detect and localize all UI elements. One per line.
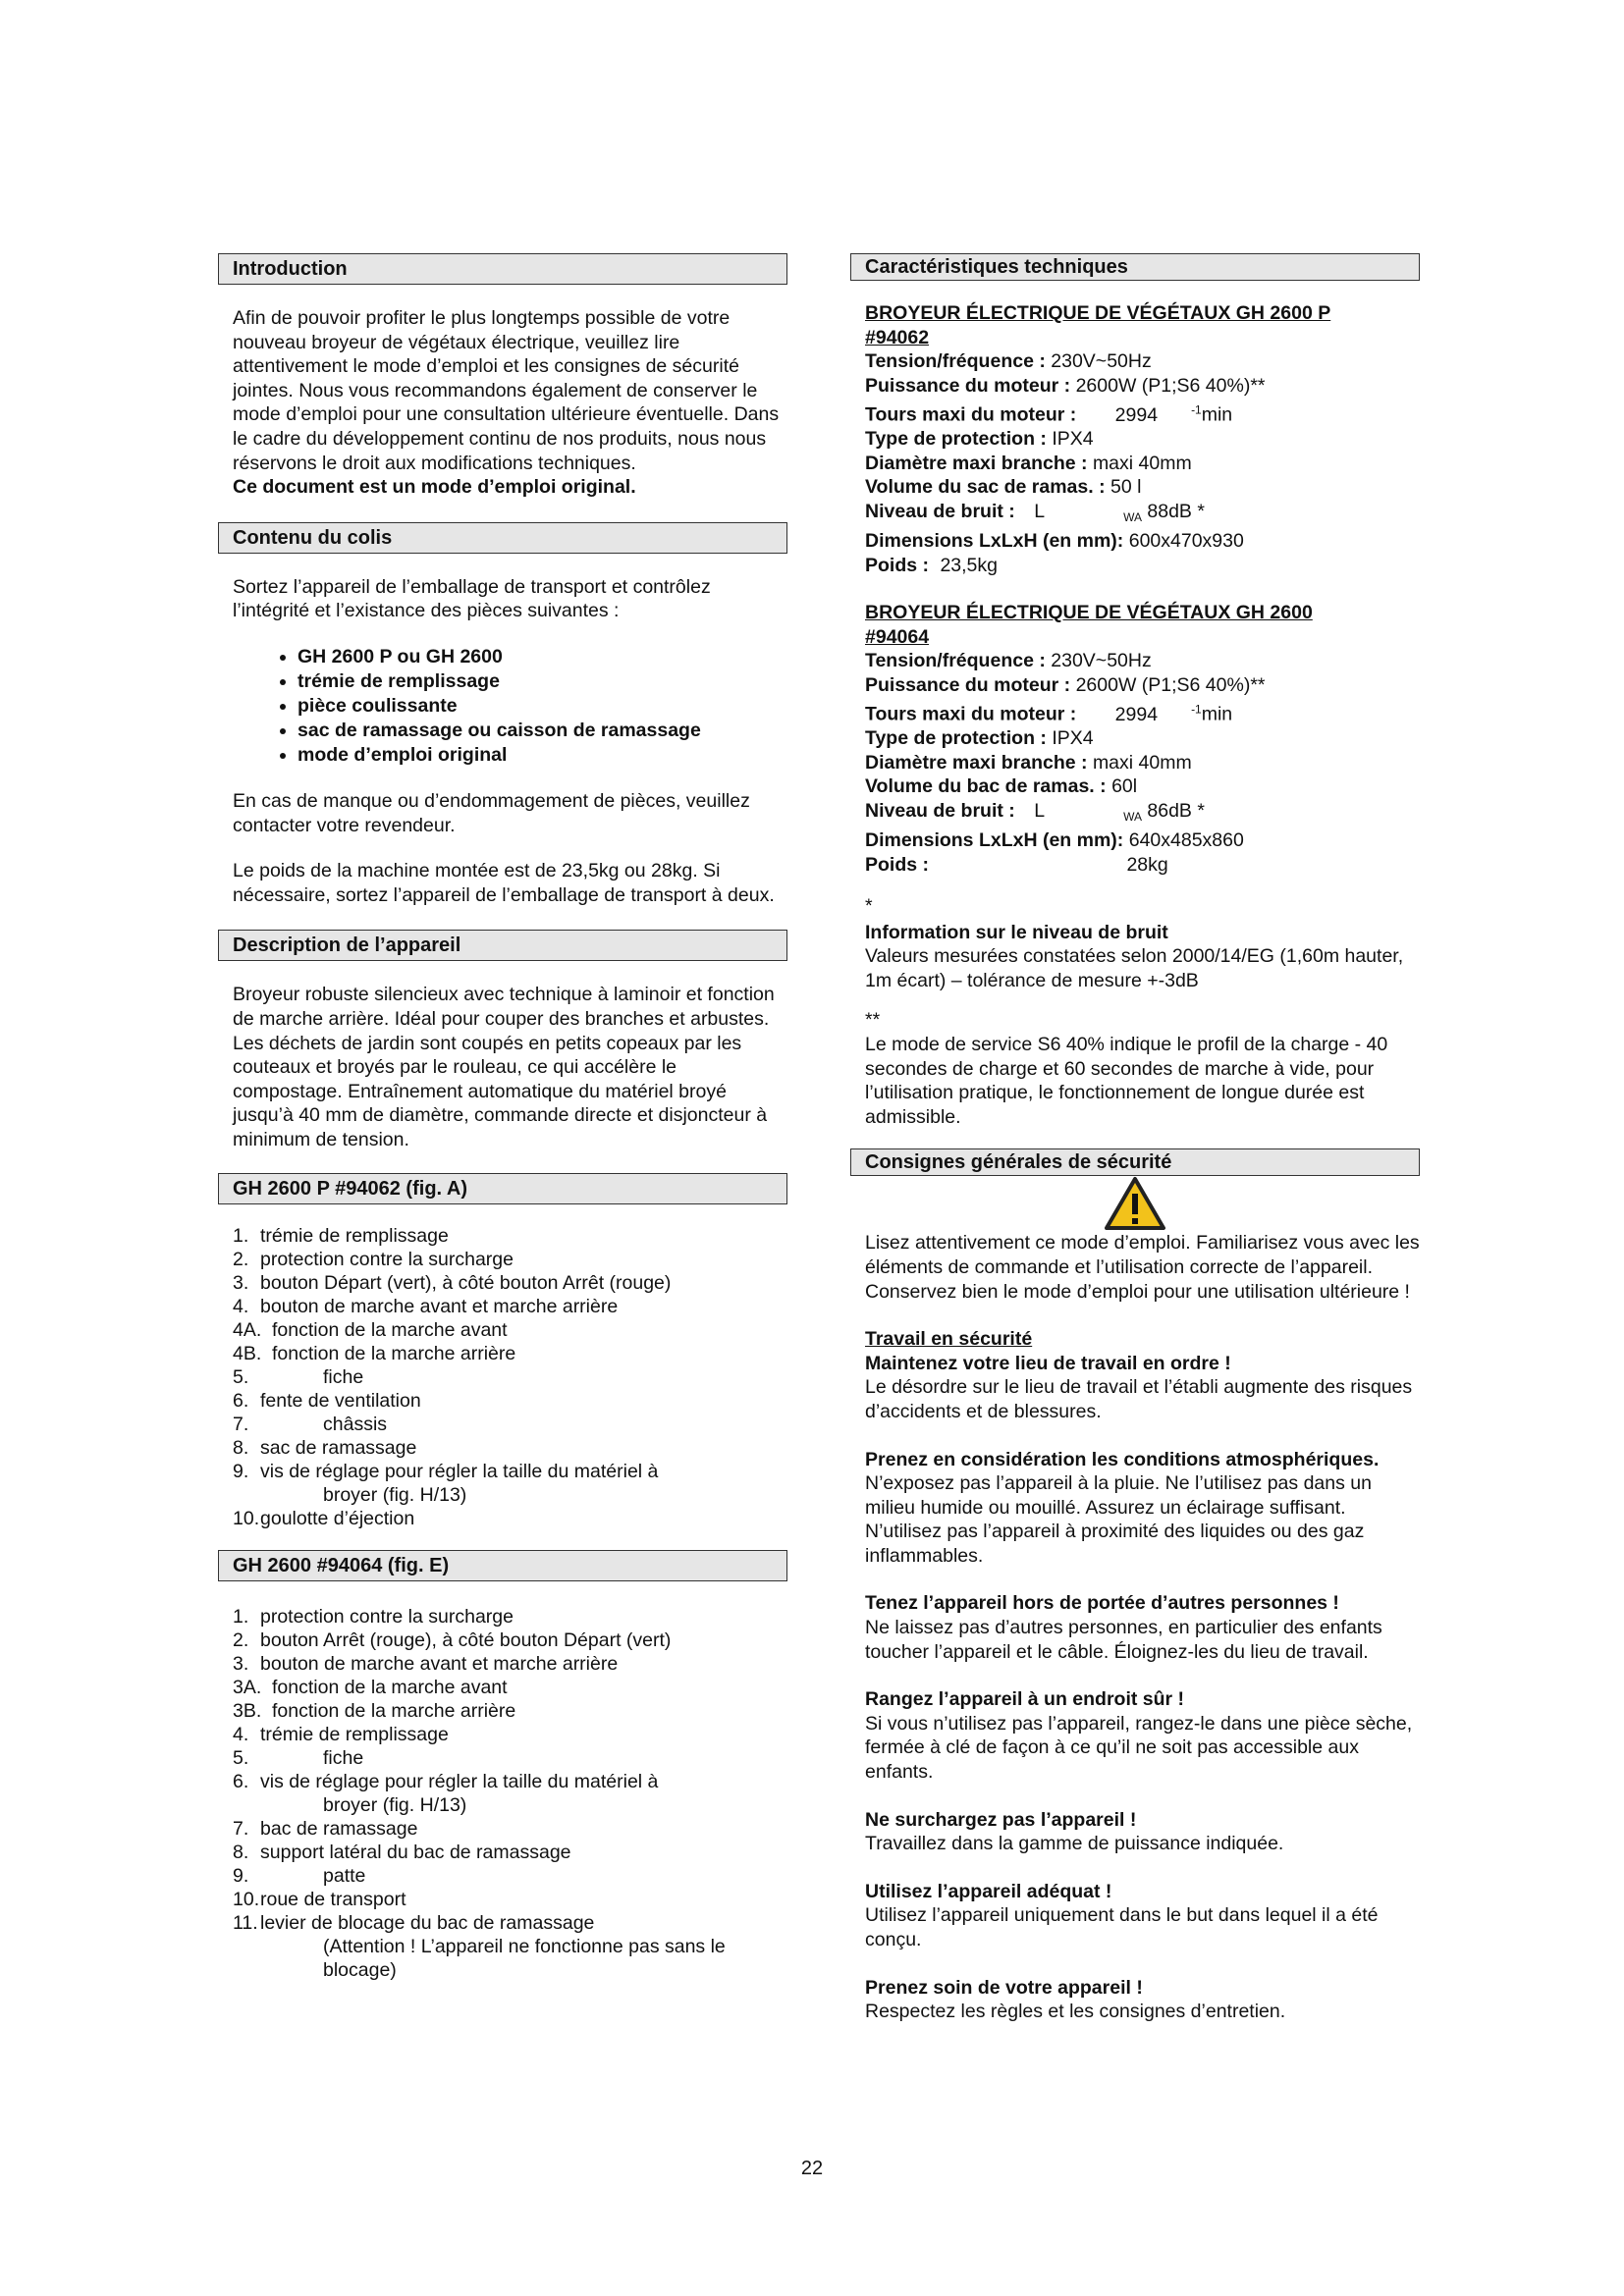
- list-item: 2. protection contre la surcharge: [233, 1249, 514, 1271]
- spec-row: Volume du bac de ramas. : 60l: [865, 775, 1138, 797]
- section-header-fig-e: GH 2600 #94064 (fig. E): [218, 1550, 787, 1581]
- list-item: 4B. fonction de la marche arrière: [233, 1343, 516, 1365]
- spec-row: Type de protection : IPX4: [865, 727, 1094, 749]
- safety-heading: Rangez l’appareil à un endroit sûr !: [865, 1688, 1185, 1711]
- safety-heading: Prenez soin de votre appareil !: [865, 1976, 1143, 1999]
- spec-row: Type de protection : IPX4: [865, 428, 1094, 450]
- safety-heading: Maintenez votre lieu de travail en ordre !: [865, 1352, 1231, 1374]
- list-item: 3B. fonction de la marche arrière: [233, 1700, 516, 1723]
- duty-cycle-note-body: Le mode de service S6 40% indique le profil de la charge - 40 secondes de charge et 60 secondes de marche à vide, pour l’utilisation pratique, le fonctionnement de longue durée est admissible.: [865, 1033, 1388, 1128]
- model-title: BROYEUR ÉLECTRIQUE DE VÉGÉTAUX GH 2600: [865, 602, 1313, 623]
- list-item: 8. sac de ramassage: [233, 1437, 417, 1460]
- list-item: 9. vis de réglage pour régler la taille du matériel à: [233, 1461, 659, 1483]
- list-item-continued: blocage): [323, 1959, 397, 1982]
- list-item: • trémie de remplissage: [298, 669, 787, 694]
- spec-row: Poids : 23,5kg: [865, 554, 998, 576]
- spec-row: Niveau de bruit : L $_{WA}$ 86dB *: [865, 799, 1205, 824]
- left-column: [218, 253, 787, 1982]
- safety-text: N’exposez pas l’appareil à la pluie. Ne l’utilisez pas dans un milieu humide ou mouillé. Assurez un éclairage suffisant. N’utilisez pas l’appareil à proximité des liquides ou des gaz inflammables.: [865, 1472, 1372, 1567]
- contents-weight-note: Le poids de la machine montée est de 23,5kg ou 28kg. Si nécessaire, sortez l’appareil de l’emballage de transport à deux.: [233, 860, 775, 906]
- safety-heading: Tenez l’appareil hors de portée d’autres personnes !: [865, 1592, 1339, 1615]
- list-item: • GH 2600 P ou GH 2600: [298, 645, 787, 669]
- safety-text: Ne laissez pas d’autres personnes, en particulier des enfants toucher l’appareil et le câble. Éloignez-les du lieu de travail.: [865, 1617, 1382, 1663]
- spec-row: Tension/fréquence : 230V~50Hz: [865, 350, 1152, 372]
- list-item: • mode d’emploi original: [298, 743, 787, 768]
- duty-cycle-note: [850, 1008, 1420, 1129]
- list-item: 3A. fonction de la marche avant: [233, 1677, 508, 1699]
- safety-text: Le désordre sur le lieu de travail et l’établi augmente des risques d’accidents et de blessures.: [865, 1376, 1413, 1422]
- safe-work-title: Travail en sécurité: [865, 1328, 1033, 1351]
- spec-row: Puissance du moteur : 2600W (P1;S6 40%)**: [865, 673, 1266, 696]
- safety-text: Utilisez l’appareil uniquement dans le but dans lequel il a été conçu.: [865, 1904, 1379, 1950]
- safety-text: Travaillez dans la gamme de puissance indiquée.: [865, 1833, 1284, 1855]
- introduction-body: [218, 306, 787, 500]
- contents-list: [233, 645, 787, 768]
- contents-intro: Sortez l’appareil de l’emballage de transport et contrôlez l’intégrité et l’existance des pièces suivantes :: [233, 575, 711, 622]
- warning-icon: [1104, 1176, 1166, 1231]
- spec-row: Diamètre maxi branche : maxi 40mm: [865, 452, 1192, 474]
- list-item: 10. goulotte d’éjection: [233, 1508, 415, 1530]
- safety-heading: Utilisez l’appareil adéquat !: [865, 1880, 1112, 1902]
- introduction-paragraph: Afin de pouvoir profiter le plus longtemps possible de votre nouveau broyeur de végétaux électrique, veuillez lire attentivement le mode d’emploi et les consignes de sécurité jointes. Nous vous recommandons également de conserver le mode d’emploi pour une consultation ultérieure éventuelle. Dans le cadre du développement continu de nos produits, nous nous réservons le droit aux modifications techniques.: [233, 307, 780, 474]
- spec-row: Volume du sac de ramas. : 50 l: [865, 476, 1142, 498]
- noise-note: [850, 894, 1420, 992]
- list-item: 7. bac de ramassage: [233, 1818, 418, 1841]
- list-item: 1. trémie de remplissage: [233, 1225, 449, 1248]
- list-item: 1. protection contre la surcharge: [233, 1606, 514, 1629]
- footnote-marker: **: [865, 1009, 881, 1032]
- safety-heading: Ne surchargez pas l’appareil !: [865, 1808, 1137, 1831]
- device-description-body: [218, 983, 787, 1151]
- spec-row: Puissance du moteur : 2600W (P1;S6 40%)**: [865, 374, 1266, 397]
- list-item: 4. bouton de marche avant et marche arrière: [233, 1296, 619, 1318]
- list-item: 5. fiche: [233, 1747, 364, 1770]
- spec-row: Tours maxi du moteur : 2994 $^{-1}$min: [865, 702, 1233, 725]
- section-header-technical-specs: Caractéristiques techniques: [850, 253, 1420, 281]
- right-column: [850, 253, 1420, 2024]
- list-item: • pièce coulissante: [298, 694, 787, 719]
- list-item: 4. trémie de remplissage: [233, 1724, 449, 1746]
- device-description-paragraph: Broyeur robuste silencieux avec technique à laminoir et fonction de marche arrière. Idéal pour couper des branches et arbustes. Les déchets de jardin sont coupés en petits copeaux par les couteaux et broyés par le rouleau, ce qui accélère le compostage. Entraînement automatique du matériel broyé jusqu’à 40 mm de diamètre, commande directe et disjoncteur à minimum de tension.: [233, 984, 775, 1150]
- footnote-marker: *: [865, 895, 873, 917]
- noise-note-title: Information sur le niveau de bruit: [865, 921, 1168, 943]
- list-item: 3. bouton de marche avant et marche arrière: [233, 1653, 619, 1676]
- list-item: 8. support latéral du bac de ramassage: [233, 1842, 571, 1864]
- section-header-device-description: Description de l’appareil: [218, 930, 787, 961]
- spec-row: Tension/fréquence : 230V~50Hz: [865, 650, 1152, 671]
- list-item: 2. bouton Arrêt (rouge), à côté bouton Départ (vert): [233, 1629, 672, 1652]
- list-item: 4A. fonction de la marche avant: [233, 1319, 508, 1342]
- list-item: 7. châssis: [233, 1414, 388, 1436]
- model-code: #94064: [865, 625, 930, 648]
- spec-row: Poids : 28kg: [865, 853, 1168, 876]
- section-header-fig-a: GH 2600 P #94062 (fig. A): [218, 1173, 787, 1204]
- section-header-introduction: Introduction: [218, 253, 787, 285]
- list-item: • sac de ramassage ou caisson de ramassage: [298, 719, 787, 743]
- spec-row: Diamètre maxi branche : maxi 40mm: [865, 751, 1192, 774]
- spec-row: Dimensions LxLxH (en mm): 600x470x930: [865, 530, 1244, 552]
- spec-row: Niveau de bruit : L $_{WA}$ 88dB *: [865, 500, 1205, 524]
- spec-row: Tours maxi du moteur : 2994 $^{-1}$min: [865, 402, 1233, 426]
- list-item: 3. bouton Départ (vert), à côté bouton Arrêt (rouge): [233, 1272, 672, 1295]
- safety-text: Respectez les règles et les consignes d’entretien.: [865, 2001, 1286, 2023]
- list-item: 6. vis de réglage pour régler la taille du matériel à: [233, 1771, 659, 1793]
- list-item: 11. levier de blocage du bac de ramassage: [233, 1912, 595, 1935]
- safety-intro: Lisez attentivement ce mode d’emploi. Familiarisez vous avec les éléments de commande et l’utilisation correcte de l’appareil. Conservez bien le mode d’emploi pour une utilisation ultérieure !: [865, 1232, 1420, 1303]
- page-number: 22: [800, 2158, 824, 2179]
- safety-text: Si vous n’utilisez pas l’appareil, rangez-le dans une pièce sèche, fermée à clé de façon à ce qu’il ne soit pas accessible aux enfants.: [865, 1712, 1413, 1784]
- spec-row: Dimensions LxLxH (en mm): 640x485x860: [865, 829, 1244, 851]
- list-item-continued: broyer (fig. H/13): [323, 1484, 467, 1507]
- package-contents-body: [218, 575, 787, 908]
- noise-note-body: Valeurs mesurées constatées selon 2000/14/EG (1,60m hauter, 1m écart) – tolérance de mesure +-3dB: [865, 945, 1404, 991]
- list-item: 10. roue de transport: [233, 1889, 406, 1911]
- section-header-general-safety: Consignes générales de sécurité: [850, 1148, 1420, 1176]
- list-item-continued: (Attention ! L’appareil ne fonctionne pas sans le: [323, 1936, 726, 1958]
- safety-body: [850, 1231, 1420, 2023]
- section-header-package-contents: Contenu du colis: [218, 522, 787, 554]
- model-title: BROYEUR ÉLECTRIQUE DE VÉGÉTAUX GH 2600 P: [865, 302, 1331, 324]
- safety-heading: Prenez en considération les conditions atmosphériques.: [865, 1448, 1380, 1470]
- list-item-continued: broyer (fig. H/13): [323, 1794, 467, 1817]
- fig-a-parts-list: [218, 1224, 787, 1530]
- specs-model-94062: [850, 301, 1420, 577]
- contents-damage-note: En cas de manque ou d’endommagement de pièces, veuillez contacter votre revendeur.: [233, 789, 750, 836]
- list-item: 6. fente de ventilation: [233, 1390, 421, 1413]
- specs-model-94064: [850, 601, 1420, 877]
- list-item: 5. fiche: [233, 1366, 364, 1389]
- list-item: 9. patte: [233, 1865, 366, 1888]
- fig-e-parts-list: [218, 1605, 787, 1982]
- model-code: #94062: [865, 326, 930, 348]
- original-manual-notice: Ce document est un mode d’emploi original.: [233, 476, 636, 499]
